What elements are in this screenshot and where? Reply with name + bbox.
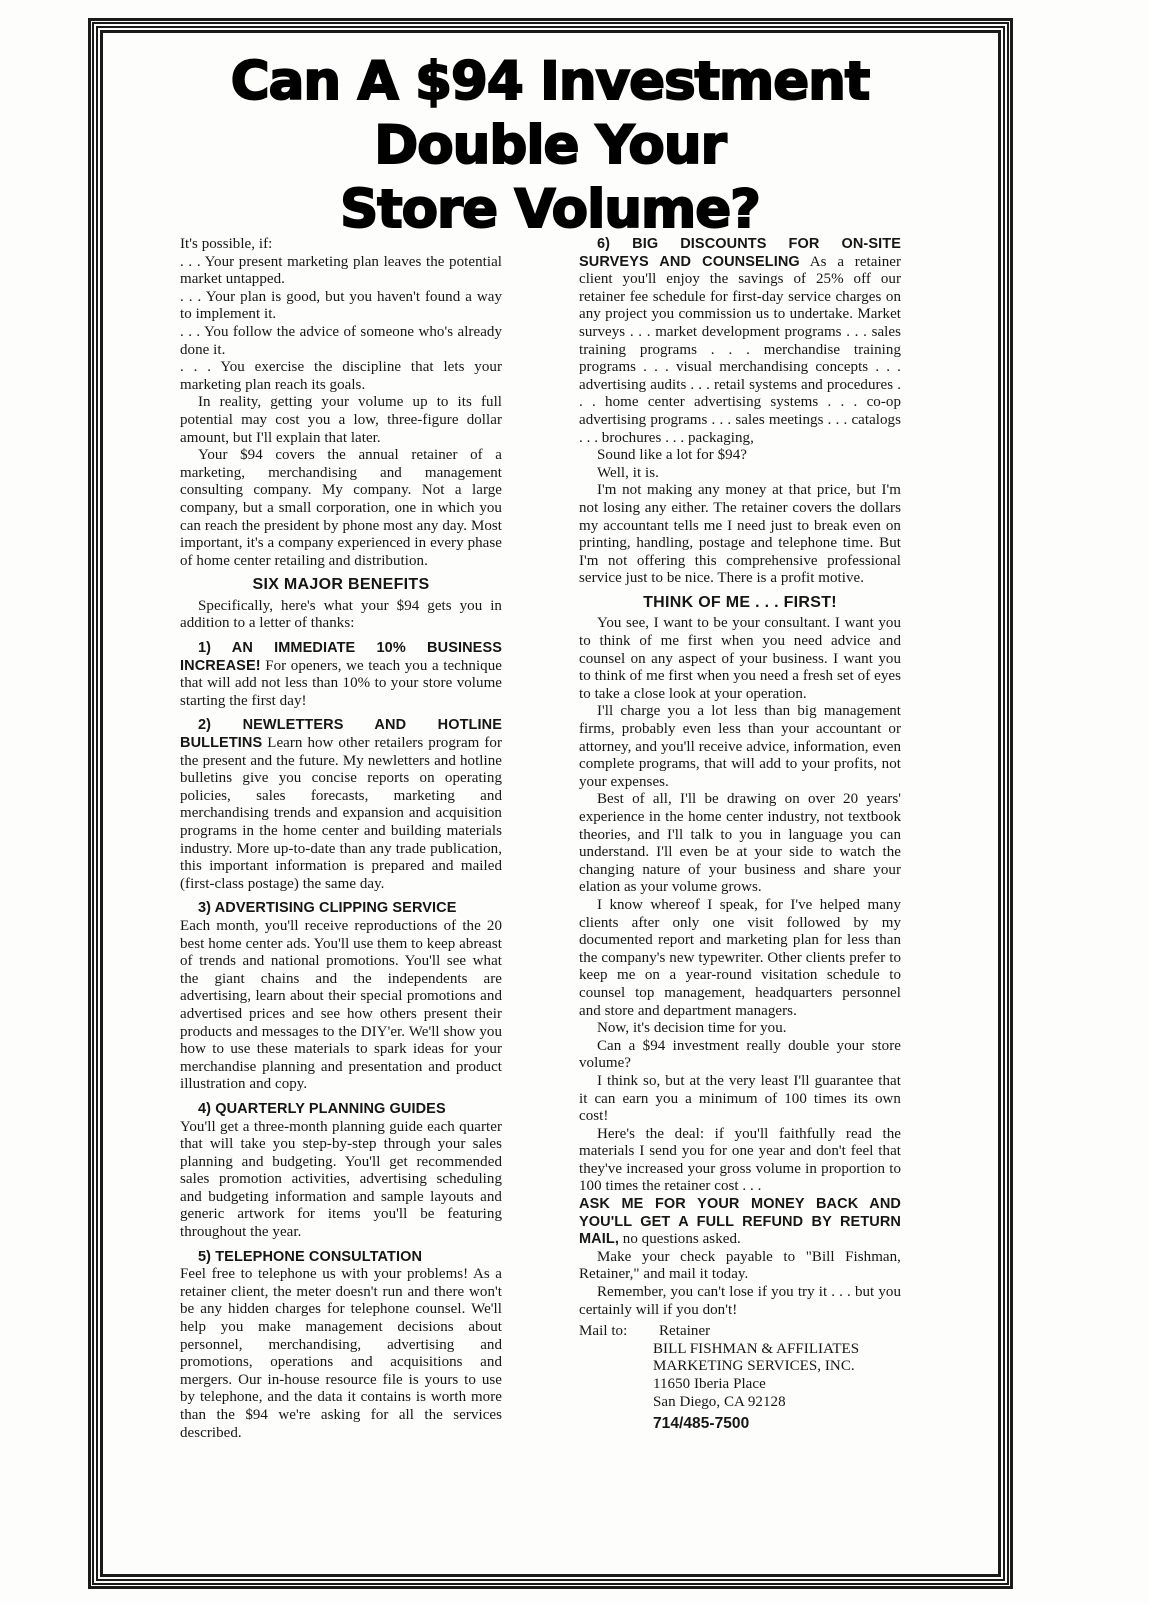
benefit-6-title: 6) BIG DISCOUNTS FOR ON-SITE SURVEYS AND COUNSELING <box>579 236 901 270</box>
paragraph-reality: In reality, getting your volume up to its full potential may cost you a low, three-figure dollar amount, but I'll explain that later. <box>180 394 502 446</box>
paragraph-experience: Best of all, I'll be drawing on over 20 years' experience in the home center industry, not textbook theories, and I'll talk to you in language you can understand. I'll even be at your side to watch the changing nature of your business and share your elation as your volume grows. <box>579 791 901 896</box>
benefit-1-text: For openers, we teach you a technique that will add not less than 10% to your store volume starting the first day! <box>180 657 502 709</box>
condition-2: . . . Your plan is good, but you haven't found a way to implement it. <box>180 288 502 323</box>
paragraph-check: Make your check payable to "Bill Fishman, Retainer," and mail it today. <box>579 1248 901 1283</box>
benefit-4 <box>180 1101 502 1242</box>
benefit-5-title: 5) TELEPHONE CONSULTATION <box>198 1248 423 1265</box>
benefit-5 <box>180 1249 502 1443</box>
paragraph-retainer: Your $94 covers the annual retainer of a marketing, merchandising and management consulting company. My company. Not a large company, but a small corporation, one in which you can reach the president by phone most any day. Most important, it's a company experienced in every phase of home center retailing and distribution. <box>180 447 502 569</box>
benefit-2 <box>180 717 502 893</box>
mail-line-1: Retainer <box>659 1323 711 1340</box>
paragraph-well: Well, it is. <box>597 464 659 481</box>
paragraph-profit: I'm not making any money at that price, but I'm not losing any either. The retainer covers the dollars my accountant tells me I need just to break even on printing, handling, postage and telephone time. But I'm not offering this comprehensive professional service just to be nice. There is a profit motive. <box>579 482 901 587</box>
paragraph-decision: Now, it's decision time for you. <box>597 1020 787 1037</box>
paragraph-question: Can a $94 investment really double your store volume? <box>579 1037 901 1072</box>
mail-label: Mail to: <box>579 1323 628 1340</box>
paragraph-consultant: You see, I want to be your consultant. I want you to think of me first when you need advice and counsel on any aspect of your business. I want you to think of me first when you need a fresh set of eyes to take a close look at your operation. <box>579 615 901 702</box>
benefit-4-text: You'll get a three-month planning guide each quarter that will take you step-by-step through your sales planning and budgeting. You'll get recommended sales promotion activities, advertising scheduling and budgeting information and sample layouts and generic artwork for items you'll be featuring throughout the year. <box>180 1118 502 1241</box>
paragraph-clients: I know whereof I speak, for I've helped many clients after only one visit followed by my documented report and marketing plan for less than the company's new typewriter. Other clients prefer to keep me on a year-round visitation schedule to counsel top management, headquarters personnel and store and department managers. <box>579 896 901 1019</box>
condition-3: . . . You follow the advice of someone who's already done it. <box>180 323 502 358</box>
condition-4: . . . You exercise the discipline that lets your marketing plan reach its goals. <box>180 359 502 393</box>
mail-line-3: MARKETING SERVICES, INC. <box>653 1358 855 1375</box>
phone-number: 714/485-7500 <box>653 1415 750 1433</box>
benefit-2-text: Learn how other retailers program for the present and the future. My newletters and hotline bulletins give you concise reports on operating policies, sales forecasts, marketing and merchandising trends and expansion and acquisition programs in the home center and building materials industry. More up-to-date than any trade publication, this important information is prepared and mailed (first-class postage) the same day. <box>180 735 502 892</box>
mailing-address <box>579 1323 901 1433</box>
mail-line-4: 11650 Iberia Place <box>653 1376 766 1392</box>
headline-line-3: Store Volume? <box>340 179 760 240</box>
benefit-3 <box>180 900 502 1094</box>
headline-line-1: Can A $94 Investment <box>230 51 870 112</box>
headline-line-2: Double Your <box>374 115 726 176</box>
section-heading-think: THINK OF ME . . . FIRST! <box>643 593 837 611</box>
paragraph-guarantee: I think so, but at the very least I'll guarantee that it can earn you a minimum of 100 times its own cost! <box>579 1072 901 1125</box>
benefit-5-text: Feel free to telephone us with your problems! As a retainer client, the meter doesn't run and there won't be any hidden charges for telephone counsel. We'll help you make management decisions about personnel, merchandising, advertising and promotions, operations and acquisitions and mergers. Our in-house resource file is yours to use by telephone, and the data it contains is worth more than the $94 we're asking for all the services described. <box>180 1266 502 1441</box>
benefit-6-text: As a retainer client you'll enjoy the savings of 25% off our retainer fee schedule for first-day service charges on any project you commission us to undertake. Market surveys . . . market development programs . . . sales training programs . . . merchandise training programs . . . visual merchandising concepts . . . advertising audits . . . retail systems and procedures . . . home center advertising systems . . . co-op advertising programs . . . sales meetings . . . catalogs . . . brochures . . . packaging, <box>579 253 901 446</box>
benefits-intro: Specifically, here's what your $94 gets you in addition to a letter of thanks: <box>180 597 502 632</box>
benefit-4-title: 4) QUARTERLY PLANNING GUIDES <box>198 1100 446 1117</box>
benefit-1 <box>180 640 502 710</box>
benefit-1-title: 1) AN IMMEDIATE 10% BUSINESS INCREASE! <box>180 640 502 674</box>
refund-offer <box>579 1196 901 1249</box>
section-heading-benefits: SIX MAJOR BENEFITS <box>252 576 430 594</box>
refund-bold: ASK ME FOR YOUR MONEY BACK AND YOU'LL GET A FULL REFUND BY RETURN MAIL, <box>579 1196 901 1248</box>
paragraph-charge: I'll charge you a lot less than big management firms, probably even less than your accountant or attorney, and you'll receive advice, information, even complete programs, that will add to your profits, not your expenses. <box>579 703 901 790</box>
intro-line: It's possible, if: <box>180 236 273 252</box>
left-column <box>180 236 502 1442</box>
mail-line-2: BILL FISHMAN & AFFILIATES <box>653 1340 860 1357</box>
refund-text: no questions asked. <box>622 1231 741 1248</box>
benefit-3-text: Each month, you'll receive reproductions of the 20 best home center ads. You'll use them to keep abreast of trends and national promotions. You'll see what the giant chains and the independents are advertising, learn about their special promotions and advertised prices and see how others present their products and messages to the DIY'er. We'll show you how to use these materials to spark ideas for your merchandise planning and presentation and product illustration and copy. <box>180 917 502 1093</box>
paragraph-remember: Remember, you can't lose if you try it . . . but you certainly will if you don't! <box>579 1284 901 1318</box>
benefit-2-title: 2) NEWLETTERS AND HOTLINE BULLETINS <box>180 717 502 752</box>
benefit-6 <box>579 236 901 447</box>
right-column <box>579 236 901 1433</box>
benefit-3-title: 3) ADVERTISING CLIPPING SERVICE <box>198 900 457 917</box>
headline <box>110 50 990 242</box>
condition-1: . . . Your present marketing plan leaves the potential market untapped. <box>180 253 502 288</box>
mail-line-5: San Diego, CA 92128 <box>653 1393 786 1410</box>
paragraph-deal: Here's the deal: if you'll faithfully read the materials I send you for one year and don't feel that they've increased your gross volume in proportion to 100 times the retainer cost . . . <box>579 1125 901 1195</box>
paragraph-sound-like: Sound like a lot for $94? <box>597 447 747 464</box>
